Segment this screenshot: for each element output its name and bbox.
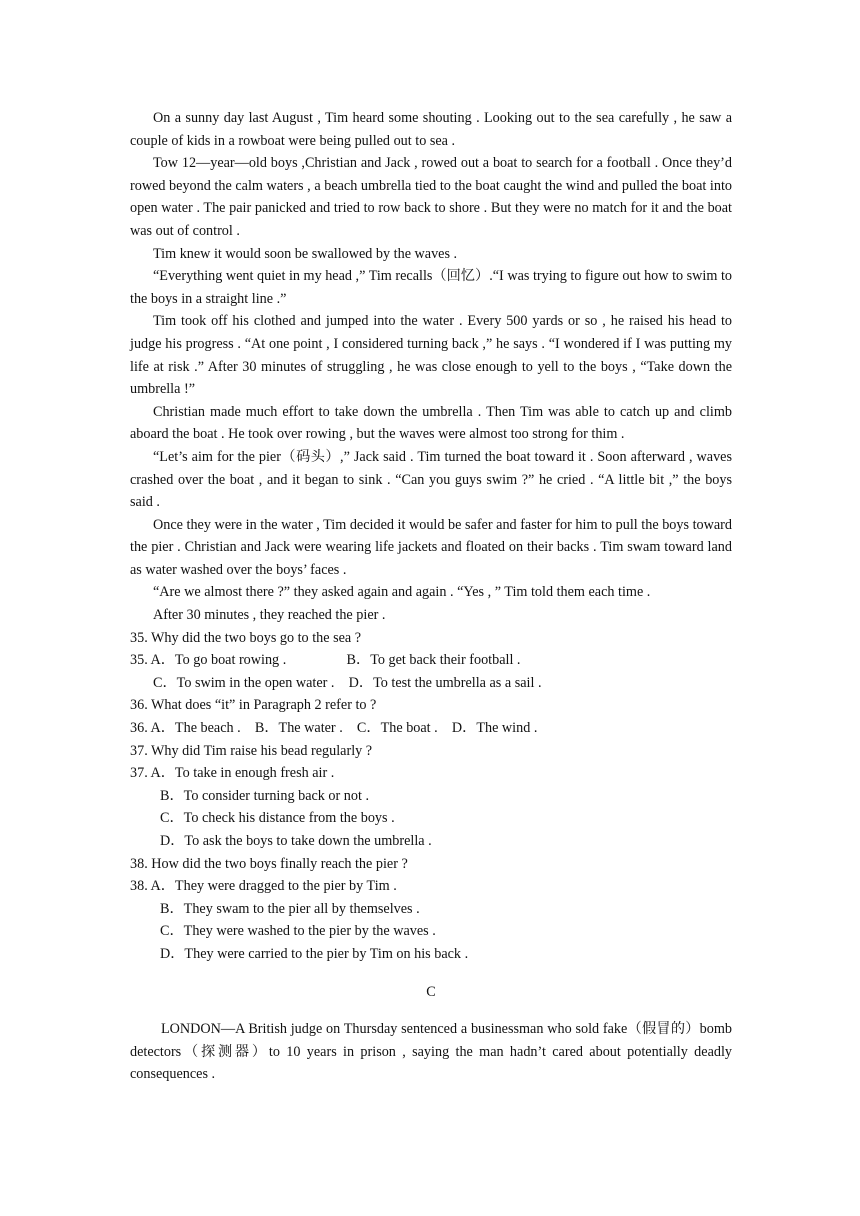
paragraph-3: Tim knew it would soon be swallowed by the waves .: [153, 245, 458, 262]
passage-b: [130, 107, 732, 627]
paragraph-1: On a sunny day last August , Tim heard some shouting . Looking out to the sea carefully , he saw a couple of kids in a rowboat were being pulled out to sea .: [130, 110, 732, 149]
paragraph-c1: LONDON—A British judge on Thursday sentenced a businessman who sold fake（假冒的）bomb detectors（探测器）to 10 years in prison , saying the man hadn’t cared about potentially deadly consequences .: [130, 1021, 732, 1083]
question-stem: 37. Why did Tim raise his bead regularly ?: [130, 742, 373, 759]
option-line: C．To swim in the open water . D．To test the umbrella as a sail .: [153, 674, 542, 691]
paragraph-2: Tow 12—year—old boys ,Christian and Jack , rowed out a boat to search for a football . Once they’d rowed beyond the calm waters , a beach umbrella tied to the boat caught the wind and pulled the boat into open water . The pair panicked and tried to row back to shore . But they were no match for it and the boat was out of control .: [130, 155, 732, 239]
question-stem: 38. How did the two boys finally reach the pier ?: [130, 855, 408, 872]
option-c: C．They were washed to the pier by the waves .: [160, 923, 436, 940]
option-a: 37. A．To take in enough fresh air .: [130, 765, 335, 782]
section-heading: C: [426, 983, 436, 1000]
paragraph-7: “Let’s aim for the pier（码头）,” Jack said . Tim turned the boat toward it . Soon afterward , waves crashed over the boat , and it began to sink . “Can you guys swim ?” he cried . “A little bit ,” the boys said .: [130, 448, 732, 511]
question-stem: 35. Why did the two boys go to the sea ?: [130, 629, 362, 646]
paragraph-9: “Are we almost there ?” they asked again and again . “Yes , ” Tim told them each time .: [153, 584, 651, 601]
question-38: [130, 853, 732, 966]
option-line: 35. A．To go boat rowing . B．To get back their football .: [130, 652, 521, 669]
question-35: [130, 627, 732, 695]
option-d: D．They were carried to the pier by Tim on his back .: [160, 945, 469, 962]
option-c: C．To check his distance from the boys .: [160, 810, 395, 827]
option-d: D．To ask the boys to take down the umbrella .: [160, 833, 432, 849]
paragraph-6: Christian made much effort to take down the umbrella . Then Tim was able to catch up and climb aboard the boat . He took over rowing , but the waves were almost too strong for thim .: [130, 403, 732, 443]
question-36: [130, 694, 732, 739]
option-a: 38. A．They were dragged to the pier by Tim .: [130, 878, 397, 895]
option-b: B．To consider turning back or not .: [160, 787, 370, 804]
option-b: B．They swam to the pier all by themselves .: [160, 900, 420, 917]
question-37: [130, 740, 732, 853]
paragraph-4: “Everything went quiet in my head ,” Tim recalls（回忆）.“I was trying to figure out how to swim to the boys in a straight line .”: [130, 268, 732, 307]
paragraph-8: Once they were in the water , Tim decided it would be safer and faster for him to pull the boys toward the pier . Christian and Jack were wearing life jackets and floated on their backs . Tim swam toward land as water washed over the boys’ faces .: [130, 516, 732, 578]
paragraph-5: Tim took off his clothed and jumped into the water . Every 500 yards or so , he raised his head to judge his progress . “At one point , I considered turning back ,” he says . “I wondered if I was putting my life at risk .” After 30 minutes of struggling , he was close enough to yell to the boys , “Take down the umbrella !”: [130, 313, 732, 398]
question-stem: 36. What does “it” in Paragraph 2 refer to ?: [130, 697, 377, 714]
paragraph-10: After 30 minutes , they reached the pier .: [153, 607, 386, 624]
passage-c: [130, 1018, 732, 1086]
option-line: 36. A．The beach . B．The water . C．The boat . D．The wind .: [130, 720, 538, 737]
document-page: [130, 107, 732, 1086]
